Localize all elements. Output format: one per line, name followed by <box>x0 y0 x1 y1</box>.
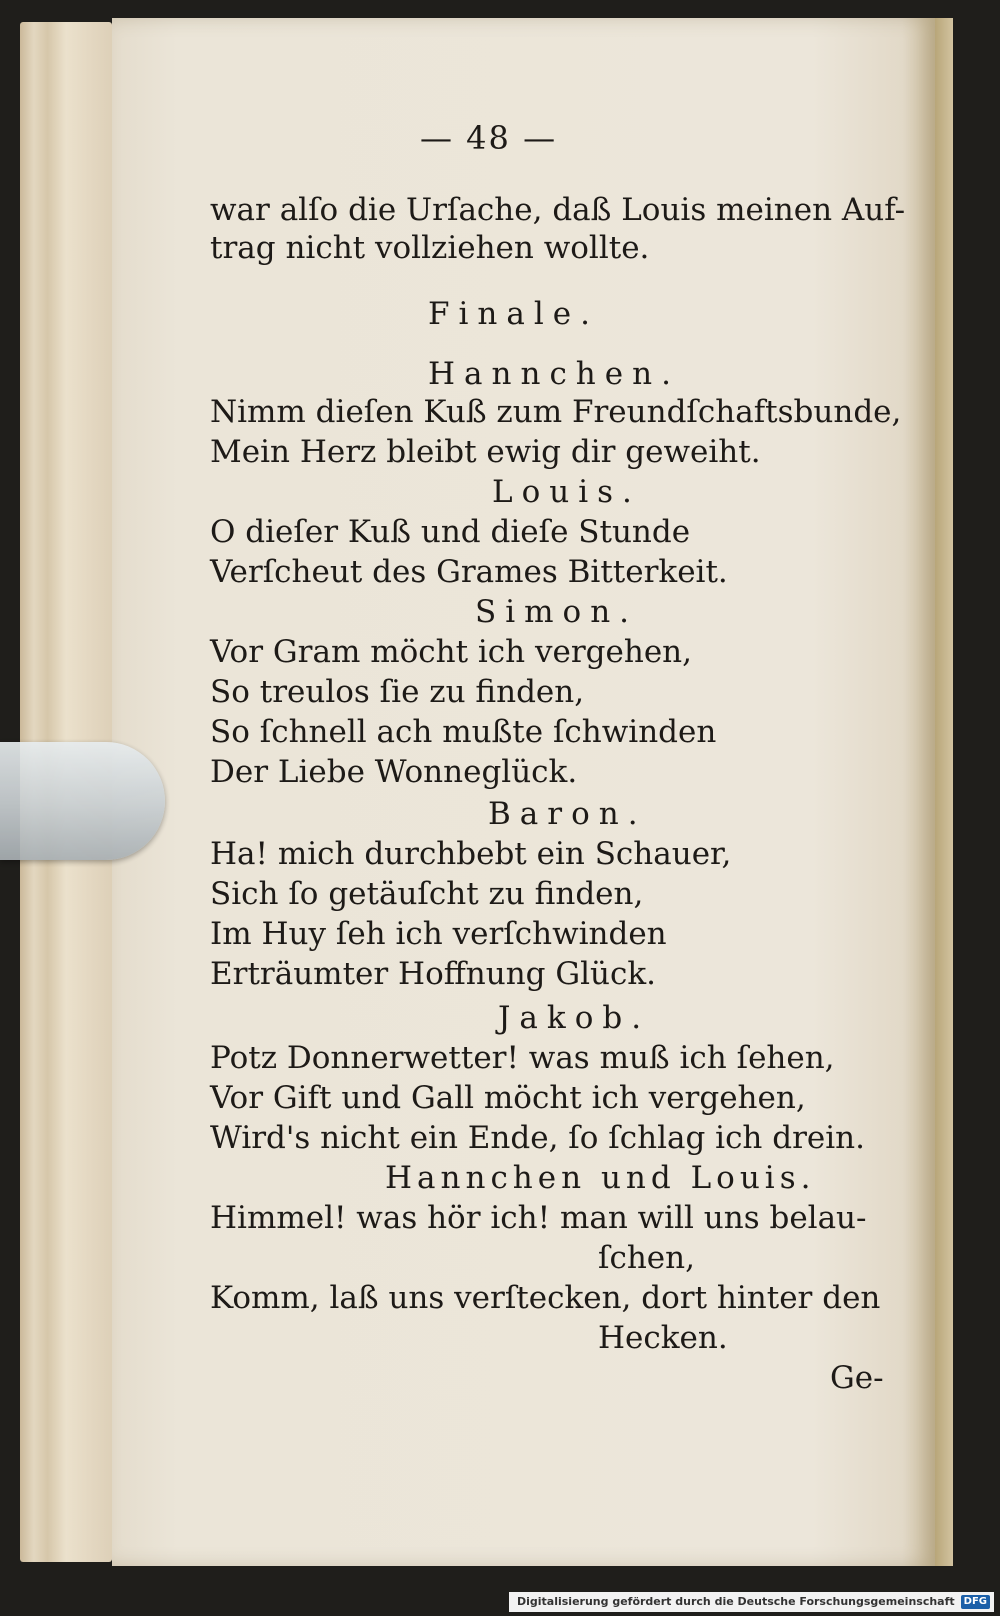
speaker-name: Jakob. <box>498 1000 651 1036</box>
speaker-name: Hannchen und Louis. <box>385 1160 816 1196</box>
text-line: war alſo die Urſache, daß Louis meinen Auf- <box>210 192 906 228</box>
speaker-name: Simon. <box>475 594 639 630</box>
verse-line: Komm, laß uns verſtecken, dort hinter den <box>210 1280 881 1316</box>
verse-line: O dieſer Kuß und dieſe Stunde <box>210 514 691 550</box>
verse-line: Verſcheut des Grames Bitterkeit. <box>210 554 728 590</box>
text-line: trag nicht vollziehen wollte. <box>210 230 650 266</box>
speaker-name: Baron. <box>488 796 647 832</box>
dfg-logo-icon: DFG <box>961 1595 990 1609</box>
verse-line: Vor Gift und Gall möcht ich vergehen, <box>210 1080 806 1116</box>
page-number: — 48 — <box>420 119 558 157</box>
verse-line: So treulos ſie zu finden, <box>210 674 585 710</box>
book-binding-edge <box>935 18 953 1566</box>
catchword: Ge- <box>830 1360 884 1396</box>
verse-line: Wird's nicht ein Ende, ſo ſchlag ich drein. <box>210 1120 865 1156</box>
verse-line: Nimm dieſen Kuß zum Freundſchaftsbunde, <box>210 394 902 430</box>
verse-line: Mein Herz bleibt ewig dir geweiht. <box>210 434 761 470</box>
digitization-credit <box>509 1592 994 1612</box>
verse-line: Der Liebe Wonneglück. <box>210 754 578 790</box>
verse-line: Sich ſo getäuſcht zu finden, <box>210 876 644 912</box>
verse-line: Hecken. <box>598 1320 728 1356</box>
section-heading: Finale. <box>428 296 599 332</box>
credit-text: Digitalisierung gefördert durch die Deutsche Forschungsgemeinschaft <box>516 1595 955 1608</box>
glass-page-clip <box>0 742 165 860</box>
verse-line: Vor Gram möcht ich vergehen, <box>210 634 692 670</box>
verse-line: So ſchnell ach mußte ſchwinden <box>210 714 717 750</box>
verse-line: Potz Donnerwetter! was muß ich ſehen, <box>210 1040 835 1076</box>
speaker-name: Hannchen. <box>428 356 680 392</box>
verse-line: Erträumter Hoffnung Glück. <box>210 956 657 992</box>
verse-line: Himmel! was hör ich! man will uns belau- <box>210 1200 867 1236</box>
speaker-name: Louis. <box>492 474 641 510</box>
verse-line: Ha! mich durchbebt ein Schauer, <box>210 836 732 872</box>
verse-line: Im Huy ſeh ich verſchwinden <box>210 916 667 952</box>
verse-line: ſchen, <box>598 1240 695 1276</box>
